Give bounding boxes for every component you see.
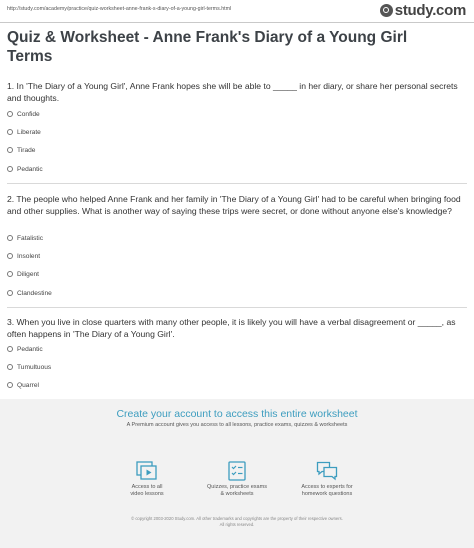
study-logo[interactable]: [380, 2, 466, 18]
question-1: [7, 80, 465, 104]
copyright: [0, 516, 474, 528]
video-lessons-icon: [136, 461, 158, 481]
study-logo-icon: [380, 4, 393, 17]
radio-button[interactable]: [7, 129, 13, 135]
feature-quizzes: [192, 461, 282, 498]
promo-subheading: A Premium account gives you access to all lessons, practice exams, quizzes & worksheets: [126, 422, 348, 428]
experts-chat-icon: [316, 461, 338, 481]
answer-label: Confide: [17, 110, 40, 118]
answer-option[interactable]: [7, 380, 39, 390]
answer-label: Clandestine: [17, 289, 52, 297]
divider: [7, 183, 467, 184]
question-2: [7, 193, 465, 217]
answer-label: Liberate: [17, 128, 41, 136]
feature-experts: [282, 461, 372, 498]
radio-button[interactable]: [7, 111, 13, 117]
feature-label: Access to experts for: [301, 484, 353, 490]
radio-button[interactable]: [7, 235, 13, 241]
answer-option[interactable]: [7, 251, 40, 261]
answer-label: Tumultuous: [17, 363, 52, 371]
answer-label: Insolent: [17, 252, 41, 260]
answer-option[interactable]: [7, 362, 51, 372]
answer-label: Tirade: [17, 146, 36, 154]
radio-button[interactable]: [7, 290, 13, 296]
question-text: 1. In 'The Diary of a Young Girl', Anne Frank hopes she will be able to _____ in her diary, or share her personal secrets and thoughts.: [7, 81, 458, 103]
divider: [7, 307, 467, 308]
answer-option[interactable]: [7, 344, 43, 354]
answer-option[interactable]: [7, 109, 40, 119]
question-3: [7, 316, 465, 340]
question-text: 2. The people who helped Anne Frank and her family in 'The Diary of a Young Girl' had to be careful when bringing food and other supplies. What is another way of saying these trips were secret, or done without anyone else's knowledge?: [7, 194, 461, 216]
radio-button[interactable]: [7, 382, 13, 388]
answer-option[interactable]: [7, 164, 43, 174]
radio-button[interactable]: [7, 364, 13, 370]
feature-label: video lessons: [130, 491, 164, 497]
feature-label: Quizzes, practice exams: [207, 484, 267, 490]
radio-button[interactable]: [7, 271, 13, 277]
feature-label: homework questions: [301, 491, 353, 497]
copyright-line: © copyright 2003-2020 Study.com. All other trademarks and copyrights are the property of their respective owners.: [131, 516, 343, 521]
answer-option[interactable]: [7, 145, 35, 155]
page-url: http://study.com/academy/practice/quiz-worksheet-anne-frank-s-diary-of-a-young-girl-terms.html: [7, 6, 232, 12]
answer-label: Fatalistic: [17, 234, 44, 242]
page-title: Quiz & Worksheet - Anne Frank's Diary of a Young Girl Terms: [7, 29, 408, 65]
copyright-line: All rights reserved.: [219, 522, 255, 527]
feature-label: & worksheets: [220, 491, 254, 497]
feature-label: Access to all: [131, 484, 163, 490]
answer-option[interactable]: [7, 288, 52, 298]
radio-button[interactable]: [7, 253, 13, 259]
radio-button[interactable]: [7, 166, 13, 172]
study-logo-text: study.com: [394, 1, 466, 19]
quiz-worksheets-icon: [226, 461, 248, 481]
feature-video-lessons: [102, 461, 192, 498]
answer-option[interactable]: [7, 269, 39, 279]
question-text: 3. When you live in close quarters with many other people, it is likely you will have a verbal disagreement or _____, as often happens in 'The Diary of a Young Girl'.: [7, 317, 456, 339]
answer-label: Pedantic: [17, 165, 43, 173]
radio-button[interactable]: [7, 346, 13, 352]
answer-label: Diligent: [17, 270, 39, 278]
answer-label: Pedantic: [17, 345, 43, 353]
promo-heading[interactable]: Create your account to access this entire worksheet: [116, 408, 358, 420]
radio-button[interactable]: [7, 147, 13, 153]
page-header: [0, 0, 474, 23]
answer-label: Quarrel: [17, 381, 39, 389]
answer-option[interactable]: [7, 127, 41, 137]
answer-option[interactable]: [7, 233, 43, 243]
premium-promo: [0, 399, 474, 548]
